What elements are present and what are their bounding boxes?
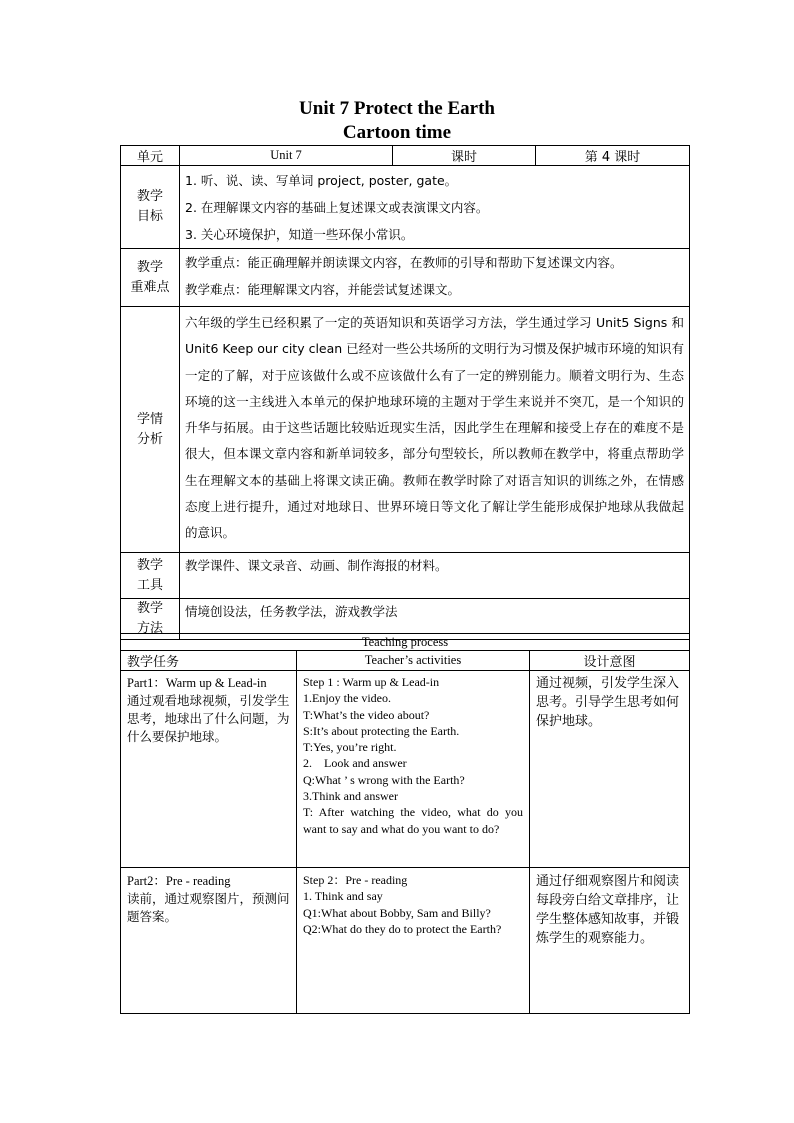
activity-line: T: After watching the video, what do you want to say and what do you want to do? (303, 805, 523, 836)
design-cell: 通过仔细观察图片和阅读每段旁白给文章排序，让学生整体感知故事，并锻炼学生的观察能力。 (530, 868, 690, 1014)
objective-item: 3. 关心环境保护，知道一些环保小常识。 (185, 227, 414, 242)
col-design-header: 设计意图 (530, 651, 690, 671)
document-title: Unit 7 Protect the Earth (299, 98, 495, 119)
tools-label: 教学 工具 (121, 553, 180, 599)
col-teacher-header: Teacher’s activities (297, 651, 530, 671)
key-point-item: 教学难点：能理解课文内容，并能尝试复述课文。 (185, 282, 461, 297)
task-cell (121, 671, 297, 868)
objective-item: 2. 在理解课文内容的基础上复述课文或表演课文内容。 (185, 200, 489, 215)
tools-text: 教学课件、课文录音、动画、制作海报的材料。 (180, 553, 690, 599)
methods-label: 教学 方法 (121, 599, 180, 640)
unit-label: 单元 (121, 146, 180, 166)
process-row (121, 671, 690, 868)
key-points-label: 教学 重难点 (121, 249, 180, 307)
methods-text: 情境创设法，任务教学法，游戏教学法 (180, 599, 690, 640)
activity-line: T:What’s the video about? (303, 707, 430, 722)
design-cell: 通过视频，引发学生深入思考。引导学生思考如何保护地球。 (530, 671, 690, 868)
activity-line: Q:What ’ s wrong with the Earth? (303, 772, 465, 787)
task-cell (121, 868, 297, 1014)
activity-line: Q1:What about Bobby, Sam and Billy? (303, 905, 491, 920)
task-title: Part1：Warm up & Lead-in (127, 676, 267, 690)
teaching-process-table (120, 633, 690, 1014)
objectives-content (180, 166, 690, 249)
activity-line: Step 2：Pre - reading (303, 873, 408, 887)
activity-line: 1. Think and say (303, 889, 383, 904)
objective-item: 1. 听、说、读、写单词 project, poster, gate。 (185, 173, 458, 188)
activity-line: Q2:What do they do to protect the Earth? (303, 921, 502, 936)
analysis-text: 六年级的学生已经积累了一定的英语知识和英语学习方法，学生通过学习 Unit5 Signs 和 Unit6 Keep our city clean 已经对一些公共场所的文明行为习惯及保护城市环境的知识有一定的了解，对于应该做什么或不应该做什么有了一定的辨别能力。顺着文明行为、生态环境的这一主线进入本单元的保护地球环境的主题对于学生来说并不突兀，是一个知识的升华与拓展。由于这些话题比较贴近现实生活，因此学生在理解和接受上存在的难度不是很大，但本课文章内容和新单词较多，部分句型较长，所以教师在教学中，将重点帮助学生在理解文本的基础上将课文读正确。教师在教学时除了对语言知识的训练之外，在情感态度上进行提升，通过对地球日、世界环境日等文化了解让学生能形成保护地球从我做起的意识。 (180, 307, 690, 553)
activities-cell (297, 671, 530, 868)
analysis-label: 学情 分析 (121, 307, 180, 553)
lesson-value: 第 4 课时 (536, 146, 690, 166)
unit-value: Unit 7 (180, 146, 393, 166)
lesson-label: 课时 (393, 146, 536, 166)
key-point-item: 教学重点：能正确理解并朗读课文内容，在教师的引导和帮助下复述课文内容。 (185, 255, 623, 270)
activity-line: 1.Enjoy the video. (303, 691, 391, 706)
process-header: Teaching process (121, 634, 690, 651)
activity-line: T:Yes, you’re right. (303, 740, 397, 755)
task-desc: 通过观看地球视频，引发学生思考，地球出了什么问题，为什么要保护地球。 (127, 693, 290, 744)
activity-line: 3.Think and answer (303, 789, 398, 804)
key-points-content (180, 249, 690, 307)
activity-line: 2. Look and answer (303, 756, 407, 771)
lesson-info-table (120, 145, 690, 640)
activity-line: Step 1 : Warm up & Lead-in (303, 675, 440, 689)
activity-line: S:It’s about protecting the Earth. (303, 723, 460, 738)
document-subtitle: Cartoon time (342, 122, 452, 143)
col-task-header: 教学任务 (121, 651, 297, 671)
task-desc: 读前，通过观察图片，预测问题答案。 (127, 891, 290, 924)
activities-cell (297, 868, 530, 1014)
process-row (121, 868, 690, 1014)
objectives-label: 教学 目标 (121, 166, 180, 249)
task-title: Part2：Pre - reading (127, 874, 231, 888)
